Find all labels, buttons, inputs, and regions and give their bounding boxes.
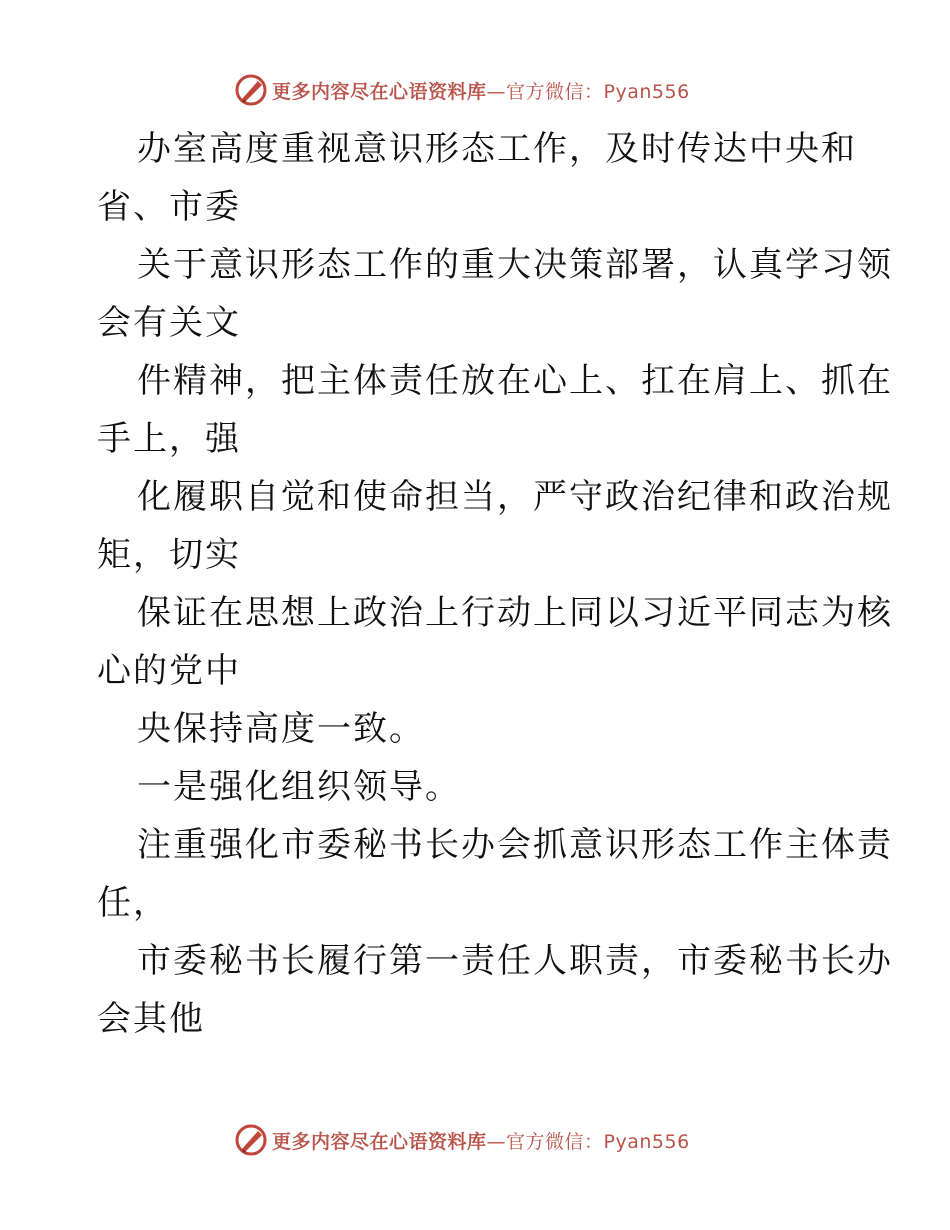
text-line: 省、市委 <box>97 187 241 227</box>
text-line: 保证在思想上政治上行动上同以习近平同志为核 <box>137 593 893 633</box>
pen-logo-icon <box>234 1123 268 1157</box>
banner-wechat-label: 官方微信： <box>506 1130 604 1153</box>
text-line: 手上，强 <box>97 419 241 459</box>
document-body <box>97 120 893 1048</box>
text-line: 央保持高度一致。 <box>137 709 425 749</box>
header-banner <box>234 72 690 108</box>
text-line: 心的党中 <box>97 651 241 691</box>
banner-brand: 更多内容尽在心语资料库 <box>272 1130 487 1153</box>
text-line: 任， <box>97 883 169 923</box>
banner-wechat-label: 官方微信： <box>506 80 604 103</box>
banner-dash: — <box>486 80 507 103</box>
text-line: 件精神，把主体责任放在心上、扛在肩上、抓在 <box>137 361 893 401</box>
banner-text <box>272 1127 690 1154</box>
banner-text <box>272 77 690 104</box>
text-line: 关于意识形态工作的重大决策部署，认真学习领 <box>137 245 893 285</box>
text-line: 市委秘书长履行第一责任人职责，市委秘书长办 <box>137 941 893 981</box>
text-line: 会其他 <box>97 999 205 1039</box>
text-line: 一是强化组织领导。 <box>137 767 461 807</box>
footer-banner <box>234 1122 690 1158</box>
text-line: 会有关文 <box>97 303 241 343</box>
text-line: 办室高度重视意识形态工作，及时传达中央和 <box>137 129 857 169</box>
pen-logo-icon <box>234 73 268 107</box>
banner-wechat-id: Pyan556 <box>603 80 690 103</box>
banner-brand: 更多内容尽在心语资料库 <box>272 80 487 103</box>
banner-dash: — <box>486 1130 507 1153</box>
text-line: 化履职自觉和使命担当，严守政治纪律和政治规 <box>137 477 893 517</box>
text-line: 矩，切实 <box>97 535 241 575</box>
banner-wechat-id: Pyan556 <box>603 1130 690 1153</box>
text-line: 注重强化市委秘书长办会抓意识形态工作主体责 <box>137 825 893 865</box>
